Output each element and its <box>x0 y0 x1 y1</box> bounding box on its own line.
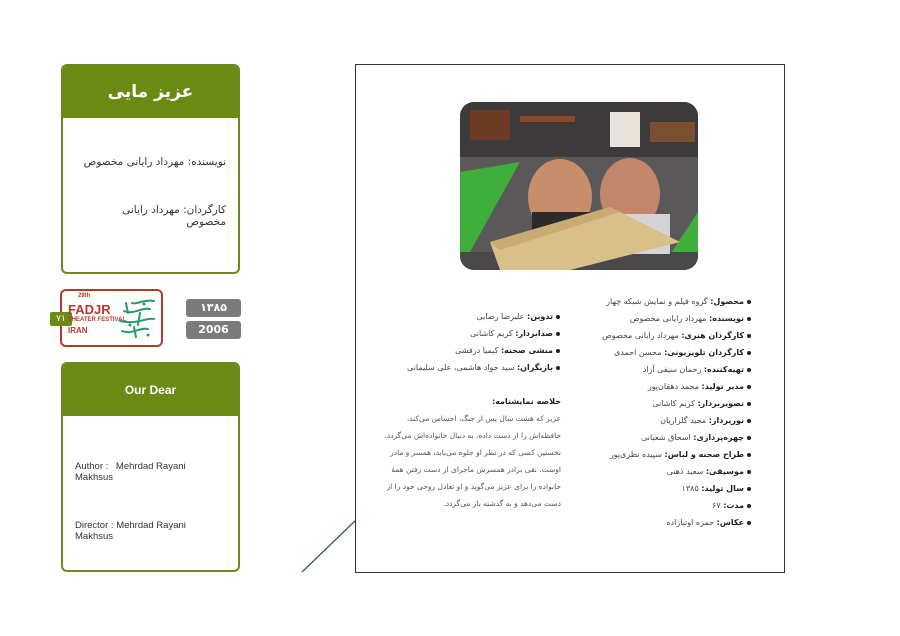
credit-line <box>561 344 751 361</box>
production-photo <box>460 102 698 270</box>
credit-value: سپیده نظری‌پور <box>609 450 662 459</box>
credit-value: کریم کاشانی <box>470 329 513 338</box>
bullet-icon <box>556 332 560 336</box>
credit-label: مدت: <box>723 501 744 510</box>
credit-value: محسن احمدی <box>614 348 662 357</box>
credit-value: سعید ذهنی <box>666 467 704 476</box>
credit-line <box>376 325 560 342</box>
credit-label: تهیه‌کننده: <box>703 365 744 374</box>
credit-value: محمد دهقان‌پور <box>647 382 699 391</box>
bullet-icon <box>747 419 751 423</box>
credit-label: عکاس: <box>716 518 744 527</box>
bullet-icon <box>556 315 560 319</box>
credit-value: کیمیا درفشی <box>455 346 499 355</box>
credit-label: موسیقی: <box>705 467 744 476</box>
persian-director-label: کارگردان: <box>183 204 226 216</box>
credit-line <box>561 514 751 531</box>
bullet-icon <box>747 504 751 508</box>
persian-title: عزیز مایی <box>63 66 238 118</box>
bullet-icon <box>747 402 751 406</box>
year-persian-badge: ۱۳۸۵ <box>186 299 241 317</box>
credit-value: علیرضا رضایی <box>476 312 525 321</box>
persian-info-card <box>61 64 240 274</box>
credit-label: طراح صحنه و لباس: <box>664 450 744 459</box>
english-author-label: Author : <box>75 461 109 472</box>
bullet-icon <box>556 366 560 370</box>
credit-label: محصول: <box>710 297 744 306</box>
bullet-icon <box>747 521 751 525</box>
credit-line <box>561 429 751 446</box>
bullet-icon <box>747 300 751 304</box>
credit-value: کریم کاشانی <box>652 399 695 408</box>
credit-label: تصویربردار: <box>697 399 744 408</box>
bullet-icon <box>747 385 751 389</box>
credit-value: سید جواد هاشمی، علی سلیمانی <box>407 363 515 372</box>
credits-side-list <box>376 308 560 376</box>
credit-value: ۱۳۸۵ <box>681 484 699 493</box>
credit-line <box>561 378 751 395</box>
credit-label: مدیر تولید: <box>701 382 744 391</box>
credit-label: کارگردان تلویزیونی: <box>664 348 744 357</box>
credit-label: نورپرداز: <box>708 416 744 425</box>
credit-label: صدابردار: <box>515 329 553 338</box>
english-director-label: Director : <box>75 520 114 531</box>
credit-value: اسحاق شعبانی <box>641 433 691 442</box>
english-director-line <box>75 520 226 542</box>
persian-director-value: مهرداد رایانی مخصوص <box>122 204 226 228</box>
credit-line <box>376 359 560 376</box>
credit-line <box>561 446 751 463</box>
persian-director-line <box>75 204 226 228</box>
bullet-icon <box>747 436 751 440</box>
festival-country: IRAN <box>68 326 88 335</box>
year-gregorian-badge: 2006 <box>186 321 241 339</box>
credit-line <box>561 327 751 344</box>
credit-value: ۶۷ <box>712 501 721 510</box>
credit-value: مهرداد رایانی مخصوص <box>629 314 707 323</box>
english-author-line <box>75 461 226 483</box>
english-director-value: Mehrdad Rayani Makhsus <box>75 520 186 542</box>
festival-calligraphy-icon <box>114 295 158 341</box>
credit-line <box>561 412 751 429</box>
persian-author-value: مهرداد رایانی مخصوص <box>83 156 185 168</box>
festival-subtitle: THEATER FESTIVAL <box>68 317 127 323</box>
bullet-icon <box>747 487 751 491</box>
bullet-icon <box>747 317 751 321</box>
credit-value: حمزه اوتبازاده <box>666 518 715 527</box>
festival-edition: 28th <box>78 293 91 299</box>
credit-value: گروه فیلم و نمایش شبکه چهار <box>606 297 708 306</box>
credit-line <box>561 293 751 310</box>
festival-number-badge: ۷۱ <box>50 312 72 326</box>
credits-main-list <box>561 293 751 531</box>
bullet-icon <box>747 368 751 372</box>
persian-author-line <box>75 156 226 168</box>
credit-line <box>561 310 751 327</box>
credit-label: بازیگران: <box>516 363 553 372</box>
credit-label: نویسنده: <box>709 314 744 323</box>
english-author-value: Mehrdad Rayani Makhsus <box>75 461 186 483</box>
english-info-card <box>61 362 240 572</box>
persian-author-label: نویسنده: <box>187 156 226 168</box>
document-page <box>355 64 785 573</box>
credit-line <box>561 480 751 497</box>
credit-line <box>561 361 751 378</box>
festival-logo <box>56 289 163 347</box>
credit-value: مهرداد رایانی مخصوص <box>602 331 679 340</box>
credit-line <box>376 308 560 325</box>
festival-name: FADJR <box>68 302 111 317</box>
summary-title: خلاصه نمایشنامه: <box>492 397 561 406</box>
bullet-icon <box>747 470 751 474</box>
credit-line <box>561 463 751 480</box>
bullet-icon <box>747 351 751 355</box>
credit-label: تدوین: <box>527 312 553 321</box>
credit-value: رحمان سیفی آزاد <box>642 365 702 374</box>
english-title: Our Dear <box>63 364 238 416</box>
credit-label: سال تولید: <box>701 484 744 493</box>
bullet-icon <box>747 334 751 338</box>
summary-text: عزیز که هشت سال پس از جنگ، احساس می‌کند، حافظه‌اش را از دست داده، به دنبال خانواده‌اش می‌گردد. نخستین کسی که در نظر او جلوه می‌یابد، همسر و مادر اوست. نقی برادر همسرش ماجرای از دست رفتن همهٔ خانواده را برای عزیز می‌گوید و او تعادل روحی خود را از دست می‌دهد و به گذشته باز می‌گردد. <box>384 414 561 508</box>
bullet-icon <box>556 349 560 353</box>
credit-label: چهره‌پردازی: <box>693 433 744 442</box>
credit-label: کارگردان هنری: <box>681 331 744 340</box>
credit-value: مجید گلزاریان <box>660 416 707 425</box>
credit-line <box>561 497 751 514</box>
credit-label: منشی صحنه: <box>500 346 553 355</box>
bullet-icon <box>747 453 751 457</box>
play-summary <box>376 393 561 512</box>
credit-line <box>376 342 560 359</box>
credit-line <box>561 395 751 412</box>
